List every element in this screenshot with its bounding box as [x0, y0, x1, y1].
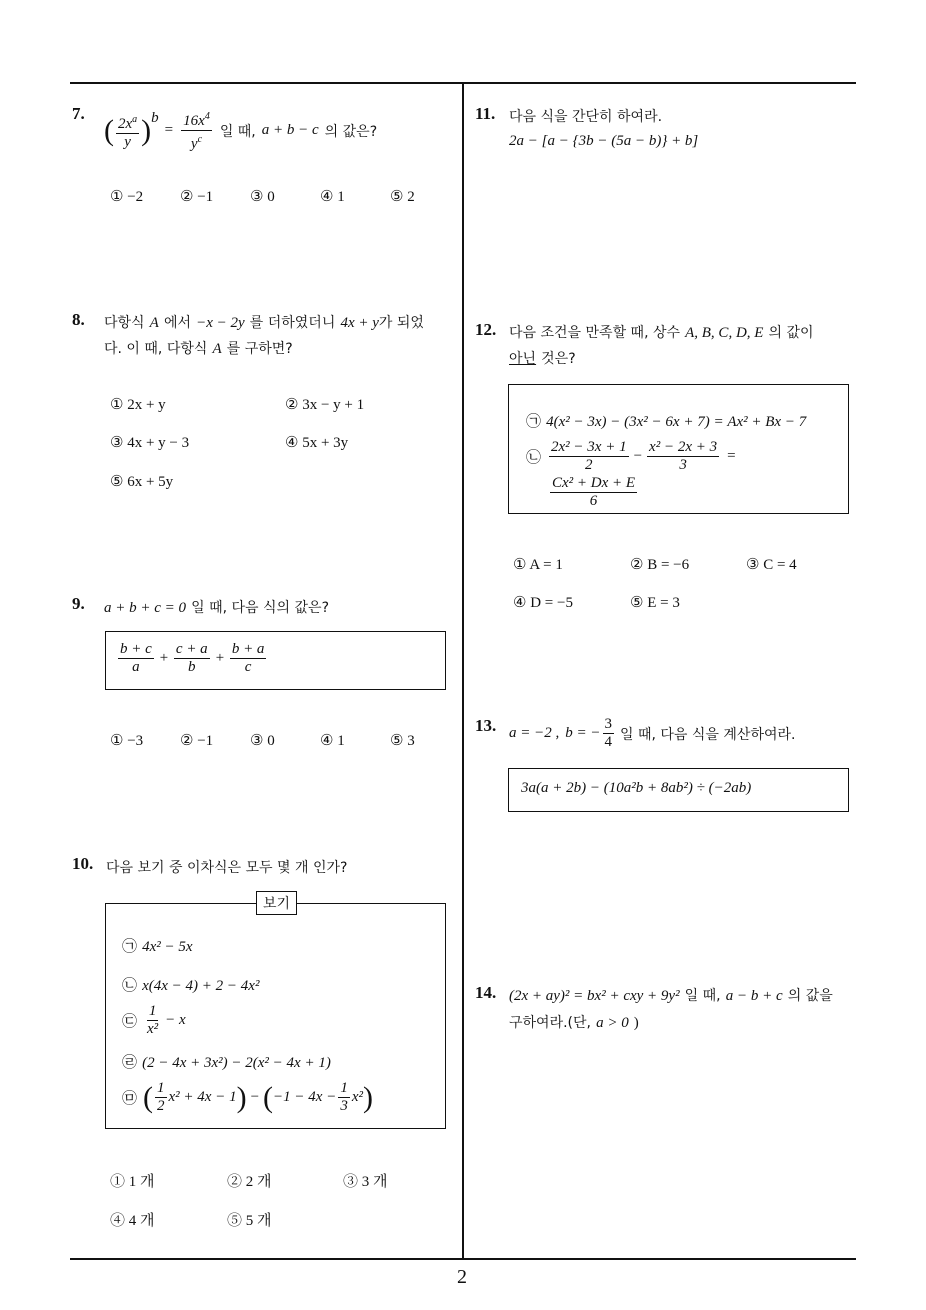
q10-choice-2[interactable]: ② 2 개 [227, 1174, 272, 1190]
question-number: 10. [72, 854, 94, 873]
q10-choice-1[interactable]: ① 1 개 [110, 1174, 155, 1190]
question-13 [475, 716, 496, 736]
question-number: 12. [475, 320, 497, 339]
question-10 [72, 854, 93, 874]
q9-fraction-2: $\frac{c + a}{b}$ [175, 641, 208, 675]
q7-choice-2[interactable]: ② −1 [180, 189, 214, 205]
question-11 [475, 104, 495, 124]
q9-statement: a + b + c = 0 일 때, 다음 식의 값은? [104, 600, 329, 616]
q12-choice-4[interactable]: ④ D = −5 [513, 595, 573, 611]
q10-item-1: ㉠ 4x² − 5x [122, 939, 193, 955]
question-7 [72, 104, 85, 124]
q9-choice-2[interactable]: ② −1 [180, 733, 214, 749]
bogi-label: 보기 [256, 891, 297, 915]
q10-item-3: ㉢ $\frac{1}{\text{x²}}$ − x [122, 1003, 186, 1037]
q12-line1: 다음 조건을 만족할 때, 상수 A, B, C, D, E 의 값이 [509, 325, 814, 341]
question-number: 13. [475, 716, 497, 735]
q8-choice-5[interactable]: ⑤ 6x + 5y [110, 474, 174, 490]
q10-statement: 다음 보기 중 이차식은 모두 몇 개 인가? [106, 860, 348, 876]
q10-choice-5[interactable]: ⑤ 5 개 [227, 1213, 272, 1229]
question-14 [475, 983, 496, 1003]
q13-statement: a = −2 , b = − $\frac{3}{4}$ 일 때, 다음 식을 계산하여라. [509, 716, 796, 750]
q7-choice-3[interactable]: ③ 0 [250, 189, 275, 205]
question-9 [72, 594, 85, 614]
question-number: 9. [72, 594, 85, 613]
q10-choice-3[interactable]: ③ 3 개 [343, 1174, 388, 1190]
q9-fraction-3: $\frac{b + a}{c}$ [231, 641, 265, 675]
question-number: 14. [475, 983, 497, 1002]
q7-choice-1[interactable]: ① −2 [110, 189, 144, 205]
q12-choice-2[interactable]: ② B = −6 [630, 557, 690, 573]
q9-choice-4[interactable]: ④ 1 [320, 733, 345, 749]
q12-condition-2: ㉡ $\frac{\text{2x² − 3x + 1}}{2}$ − $\frac{\text{x² − 2x + 3}}{3}$ = [526, 439, 736, 473]
page-number: 2 [457, 1266, 467, 1288]
q12-choice-3[interactable]: ③ C = 4 [746, 557, 797, 573]
q10-item-2: ㉡ x(4x − 4) + 2 − 4x² [122, 978, 260, 994]
q8-choice-1[interactable]: ① 2x + y [110, 397, 166, 413]
q8-line2: 다. 이 때, 다항식 A 를 구하면? [104, 341, 293, 357]
q7-choice-5[interactable]: ⑤ 2 [390, 189, 415, 205]
q10-item-5: ㉤ ( $\frac{1}{2}$ x² + 4x − 1 ) − ( −1 − 4x − $\frac{1}{3}$ x² ) [122, 1080, 373, 1114]
q7-rhs-fraction: $\frac{16x^4}{y^c}$ [181, 108, 212, 153]
question-number: 8. [72, 310, 85, 329]
q7-lhs-fraction: $\frac{2x^a}{y}$ [116, 111, 139, 151]
q7-choice-4[interactable]: ④ 1 [320, 189, 345, 205]
q8-choice-3[interactable]: ③ 4x + y − 3 [110, 435, 190, 451]
bottom-rule [70, 1258, 856, 1260]
q12-choice-5[interactable]: ⑤ E = 3 [630, 595, 680, 611]
q8-line1: 다항식 A 에서 −x − 2y 를 더하였더니 4x + y가 되었 [104, 315, 424, 331]
q11-expression: 2a − [a − {3b − (5a − b)} + b] [509, 133, 699, 149]
underlined-not: 아닌 [509, 351, 537, 367]
q8-choice-2[interactable]: ② 3x − y + 1 [285, 397, 365, 413]
question-12 [475, 320, 496, 340]
column-divider [462, 82, 464, 1260]
q12-line2: 아닌 것은? [509, 351, 576, 367]
q11-statement: 다음 식을 간단히 하여라. [509, 109, 663, 125]
q8-choice-4[interactable]: ④ 5x + 3y [285, 435, 349, 451]
q14-line2: 구하여라.(단, a > 0 ) [509, 1015, 639, 1031]
q9-choice-5[interactable]: ⑤ 3 [390, 733, 415, 749]
q10-item-4: ㉣ (2 − 4x + 3x²) − 2(x² − 4x + 1) [122, 1055, 331, 1071]
q7-statement: ( $\frac{2x^a}{y}$ ) b = $\frac{16x^4}{y^c}$ 일 때, a + b − c 의 값은? [104, 110, 378, 152]
question-number: 7. [72, 104, 85, 123]
q9-choice-3[interactable]: ③ 0 [250, 733, 275, 749]
q14-line1: (2x + ay)² = bx² + cxy + 9y² 일 때, a − b + c 의 값을 [509, 988, 833, 1004]
q9-fraction-1: $\frac{b + c}{a}$ [120, 641, 152, 675]
q9-choice-1[interactable]: ① −3 [110, 733, 144, 749]
q9-expression: $\frac{b + c}{a}$ + $\frac{c + a}{b}$ + $\frac{b + a}{c}$ [120, 641, 265, 675]
question-number: 11. [475, 104, 496, 123]
q12-condition-1: ㉠ 4(x² − 3x) − (3x² − 6x + 7) = Ax² + Bx − 7 [526, 414, 807, 430]
q12-choice-1[interactable]: ① A = 1 [513, 557, 563, 573]
q13-expression: 3a(a + 2b) − (10a²b + 8ab²) ÷ (−2ab) [521, 780, 752, 796]
q10-choice-4[interactable]: ④ 4 개 [110, 1213, 155, 1229]
question-8 [72, 310, 85, 330]
q12-condition-2b: $\frac{\text{Cx² + Dx + E}}{6}$ [552, 475, 636, 509]
